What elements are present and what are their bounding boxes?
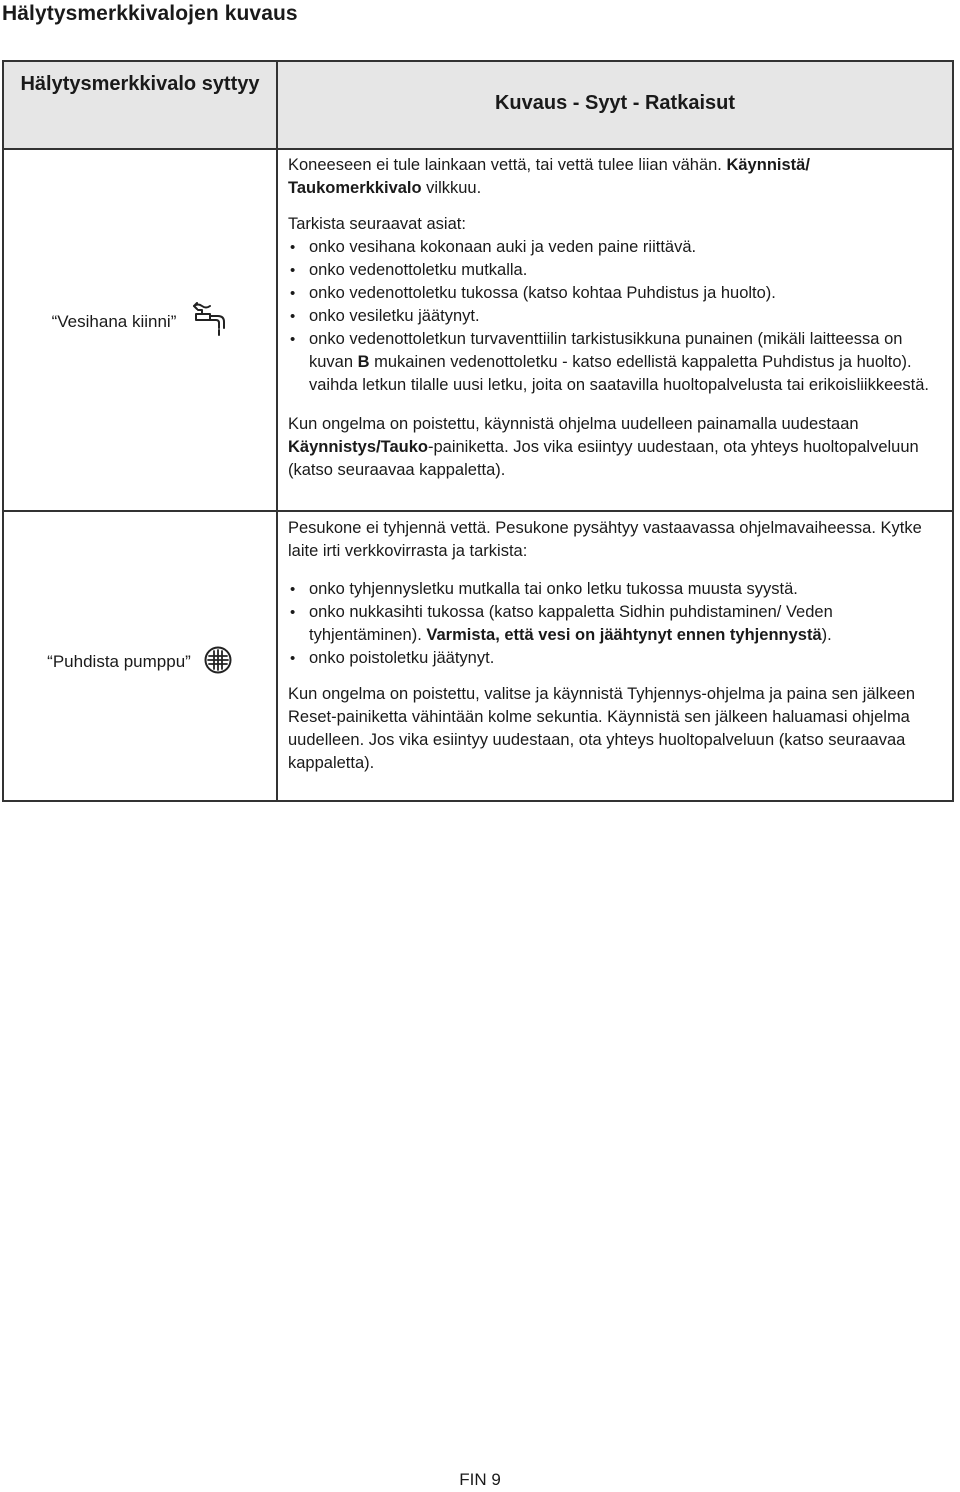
list-item: • onko vesiletku jäätynyt. [290, 307, 480, 325]
alarm-label-water-tap: “Vesihana kiinni” [51, 312, 177, 331]
solution-text: Kun ongelma on poistettu, valitse ja käynnistä Tyhjennys-ohjelma ja paina sen jälkeen Reset-painiketta vähintään kolme sekuntia. Käynnistä sen jälkeen haluamasi ohjelma uudelleen. Jos vika esiintyy uudestaan, ota yhteys huoltopalveluun (katso seuraavaa kappaletta). [288, 685, 916, 772]
check-list [288, 236, 942, 397]
solution-text: Kun ongelma on poistettu, käynnistä ohjelma uudelleen painamalla uudestaan Käynnistys/Tauko-painiketta. Jos vika esiintyy uudestaan, ota yhteys huoltopalveluun (katso seuraavaa kappaletta). [288, 415, 919, 479]
row-divider [4, 510, 952, 512]
list-item: • onko vedenottoletkun turvaventtiilin tarkistusikkuna punainen (mikäli laitteessa on kuvan B mukainen vedenottoletku - katso edellistä kappaletta Puhdistus ja huolto). vaihda letkun tilalle uusi letku, joita on saatavilla huoltopalvelusta tai erikoisliikkeestä. [290, 330, 930, 394]
list-item: • onko nukkasihti tukossa (katso kappaletta Sidhin puhdistaminen/ Veden tyhjentäminen). Varmista, että vesi on jäähtynyt ennen tyhjennystä). [290, 603, 833, 644]
check-title: Tarkista seuraavat asiat: [288, 215, 466, 233]
list-item: • onko poistoletku jäätynyt. [290, 649, 495, 667]
header-description-column: Kuvaus - Syyt - Ratkaisut [494, 92, 736, 114]
page-title: Hälytysmerkkivalojen kuvaus [2, 2, 298, 25]
page-number: FIN 9 [459, 1470, 501, 1489]
alarm-cell-water-tap [4, 302, 276, 342]
list-item: • onko vedenottoletku mutkalla. [290, 261, 528, 279]
column-divider [276, 62, 278, 800]
description-cell-clean-pump [288, 517, 942, 775]
problem-text: Pesukone ei tyhjennä vettä. Pesukone pysähtyy vastaavassa ohjelmavaiheessa. Kytke laite irti verkkovirrasta ja tarkista: [288, 519, 922, 560]
check-list [288, 578, 942, 670]
list-item: • onko vesihana kokonaan auki ja veden paine riittävä. [290, 238, 697, 256]
description-cell-water-tap [288, 154, 942, 482]
header-alarm-column: Hälytysmerkkivalo syttyy [20, 73, 260, 95]
alarm-label-clean-pump: “Puhdista pumppu” [47, 652, 191, 671]
tap-icon [188, 302, 228, 343]
pump-filter-icon [203, 645, 233, 680]
list-item: • onko vedenottoletku tukossa (katso kohtaa Puhdistus ja huolto). [290, 284, 776, 302]
table-header [4, 62, 952, 150]
list-item: • onko tyhjennysletku mutkalla tai onko letku tukossa muusta syystä. [290, 580, 798, 598]
alarm-table [2, 60, 954, 802]
problem-text: Koneeseen ei tule lainkaan vettä, tai vettä tulee liian vähän. Käynnistä/ Taukomerkkivalo vilkkuu. [288, 156, 810, 197]
alarm-cell-clean-pump [4, 642, 276, 682]
